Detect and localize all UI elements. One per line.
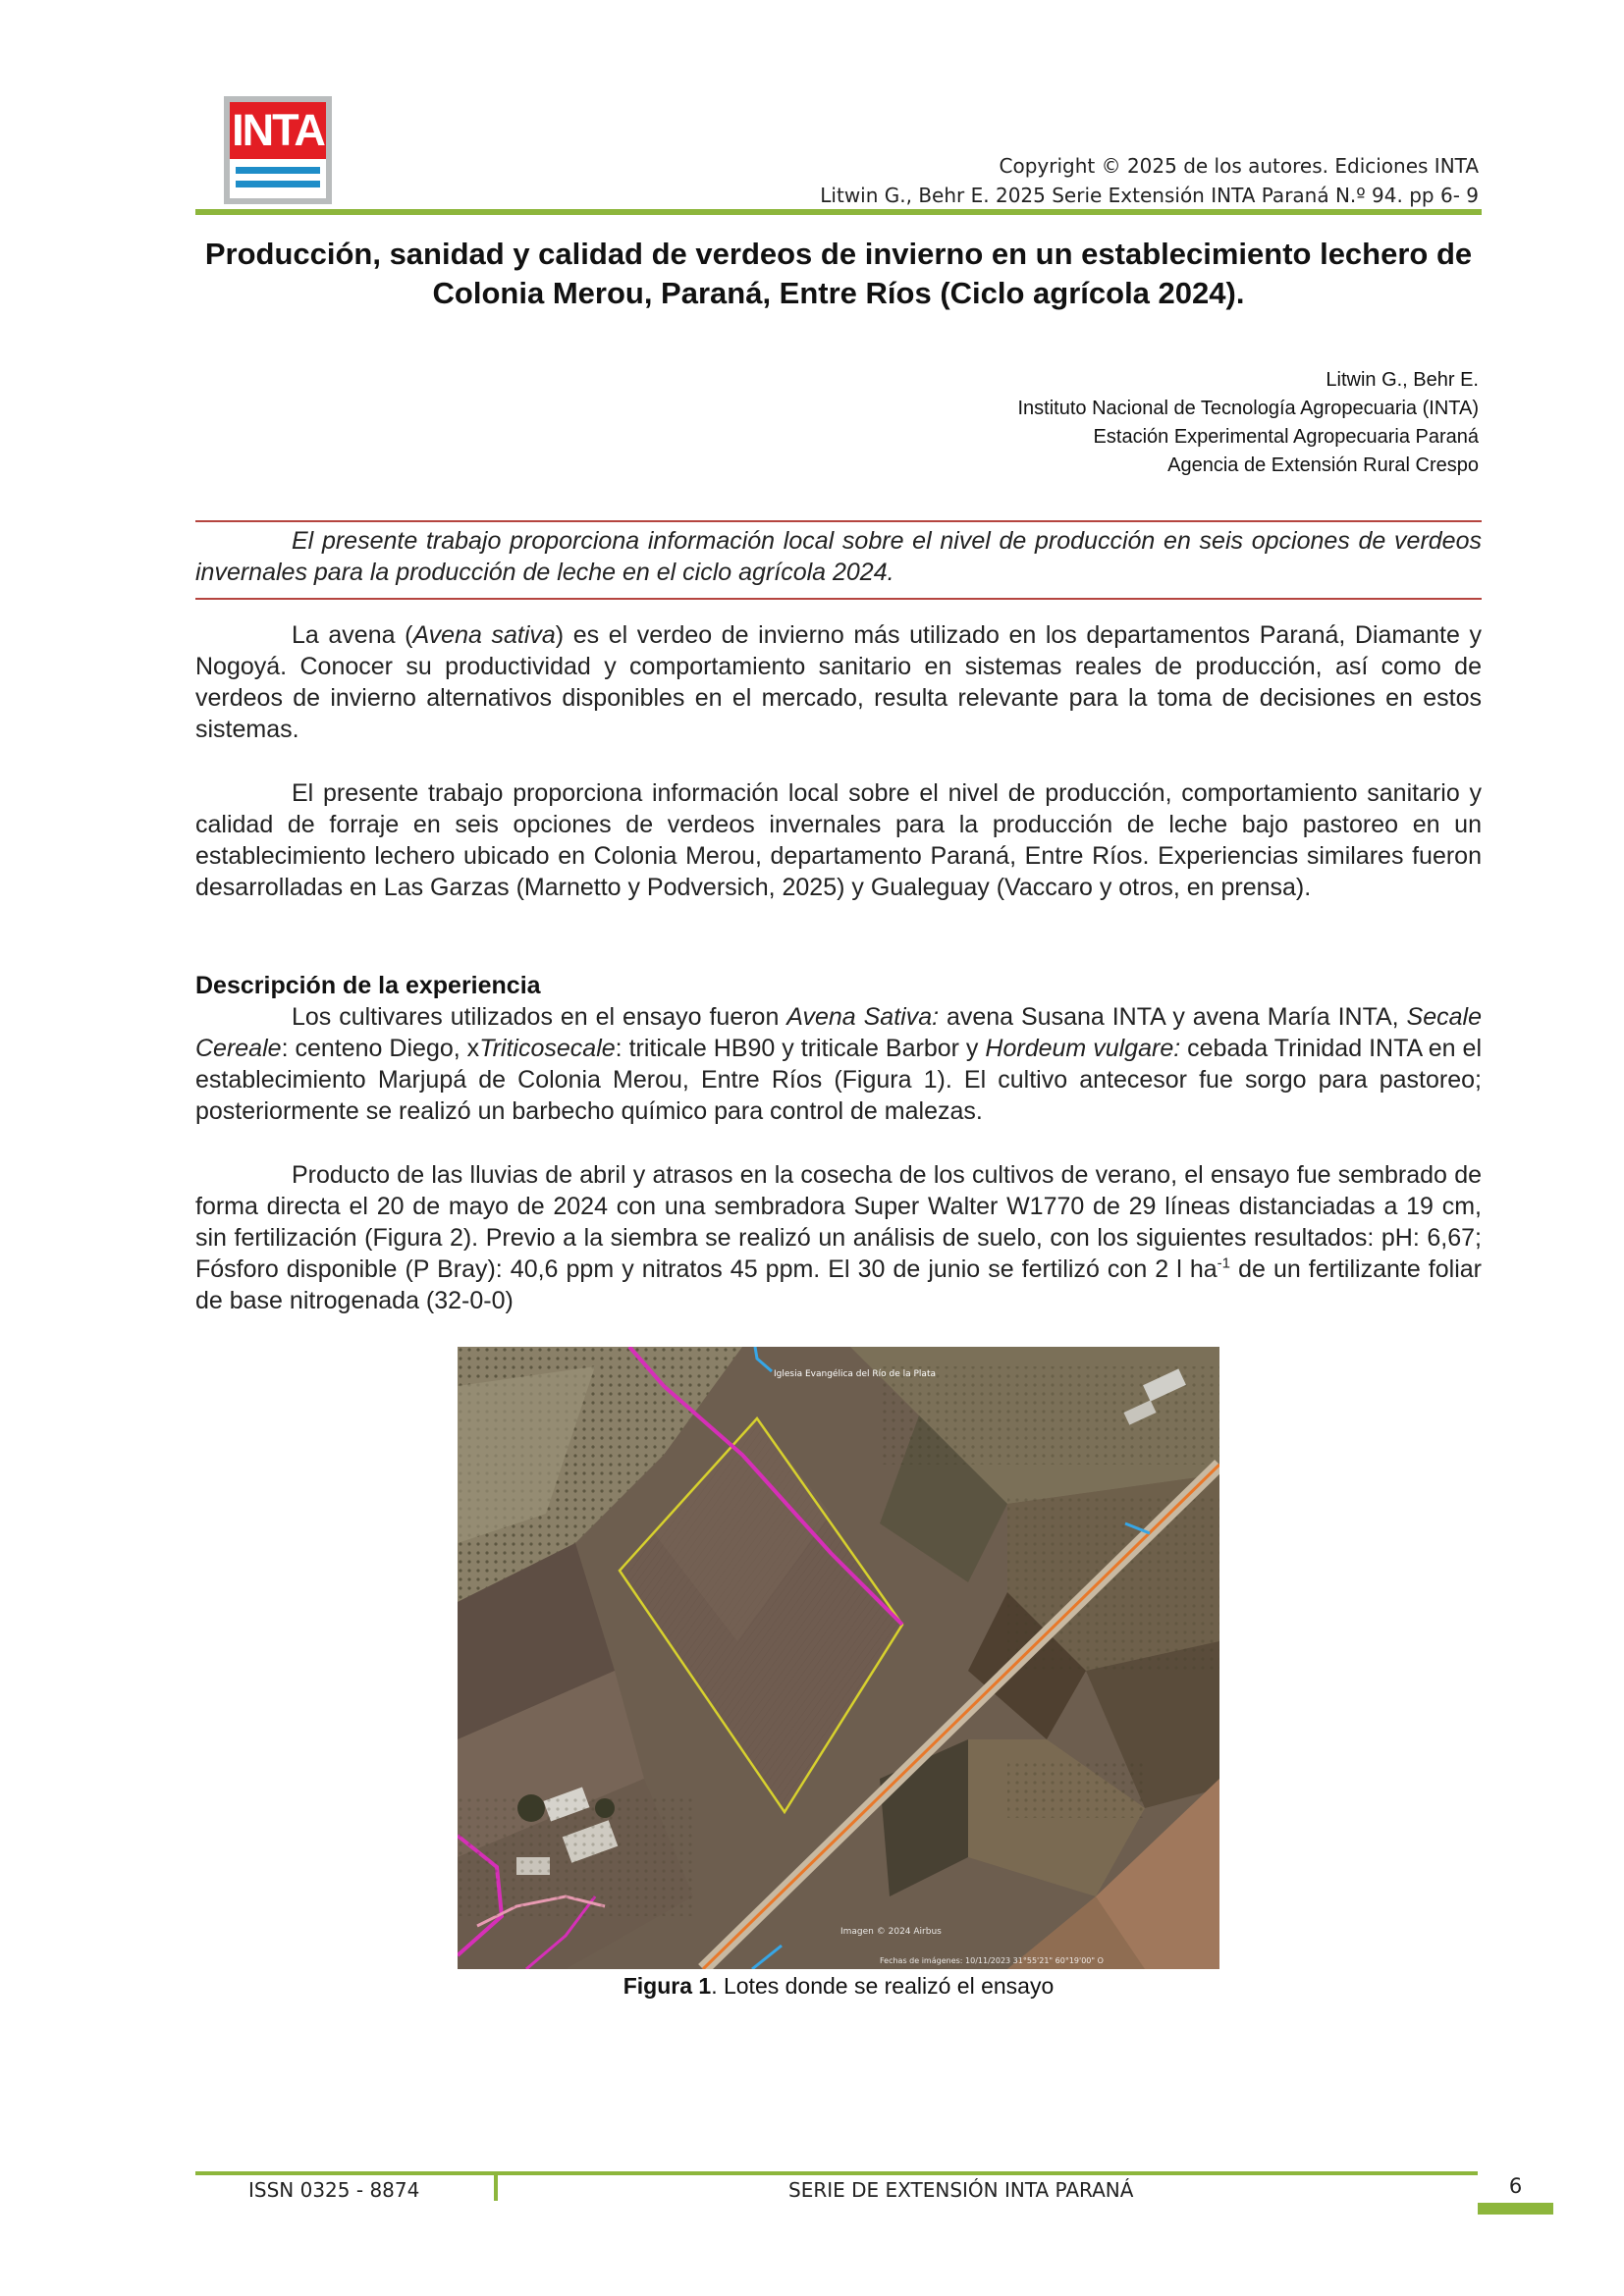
authors-block — [1017, 366, 1479, 480]
species-name: Avena sativa — [412, 621, 556, 649]
paragraph-2: El presente trabajo proporciona información local sobre el nivel de producción, comportamiento sanitario y calidad de forraje en seis opciones de verdeos invernales para la producción de leche bajo pastoreo en un establecimiento lechero ubicado en Colonia Merou, departamento Paraná, Entre Ríos. Experiencias similares fueron desarrolladas en Las Garzas (Marnetto y Podversich, 2025) y Gualeguay (Vaccaro y otros, en prensa). — [195, 779, 1482, 901]
authors-names: Litwin G., Behr E. — [1326, 369, 1479, 391]
copyright-line-2: Litwin G., Behr E. 2025 Serie Extensión INTA Paraná N.º 94. pp 6- 9 — [820, 184, 1479, 207]
footer-series: SERIE DE EXTENSIÓN INTA PARANÁ — [788, 2178, 1134, 2202]
satellite-map-figure — [458, 1347, 1219, 1969]
header-rule — [195, 209, 1482, 215]
copyright-line-1: Copyright © 2025 de los autores. Ediciones INTA — [999, 154, 1479, 178]
inta-logo — [224, 96, 332, 204]
copyright-block — [820, 151, 1479, 210]
abstract-bottom-rule — [195, 598, 1482, 600]
paragraph-1: La avena (Avena sativa) es el verdeo de invierno más utilizado en los departamentos Paraná, Diamante y Nogoyá. Conocer su productividad y comportamiento sanitario en sistemas reales de producción, así como de verdeos de invierno alternativos disponibles en el mercado, resulta relevante para la toma de decisiones en estos sistemas. — [195, 621, 1482, 743]
abstract-top-rule — [195, 520, 1482, 522]
page-number: 6 — [1478, 2171, 1553, 2215]
footer-rule — [195, 2171, 1478, 2175]
figure-caption: Figura 1. Lotes donde se realizó el ensayo — [623, 1973, 1055, 1999]
map-label-copyright: Imagen © 2024 Airbus — [840, 1927, 942, 1937]
logo-text: INTA — [232, 105, 324, 155]
affiliation-agency: Agencia de Extensión Rural Crespo — [1167, 454, 1479, 476]
article-title: Producción, sanidad y calidad de verdeos de invierno en un establecimiento lechero de Colonia Merou, Paraná, Entre Ríos (Ciclo agrícola 2024). — [204, 237, 1473, 310]
satellite-map — [458, 1347, 1219, 1969]
affiliation-station: Estación Experimental Agropecuaria Paraná — [1093, 426, 1479, 448]
abstract: El presente trabajo proporciona información local sobre el nivel de producción en seis opciones de verdeos invernales para la producción de leche en el ciclo agrícola 2024. — [195, 527, 1482, 586]
map-label-church: Iglesia Evangélica del Río de la Plata — [774, 1369, 936, 1379]
paragraph-4: Producto de las lluvias de abril y atrasos en la cosecha de los cultivos de verano, el ensayo fue sembrado de forma directa el 20 de mayo de 2024 con una sembradora Super Walter W1770 de 29 líneas distanciadas a 19 cm, sin fertilización (Figura 2). Previo a la siembra se realizó un análisis de suelo, con los siguientes resultados: pH: 6,67; Fósforo disponible (P Bray): 40,6 ppm y nitratos 45 ppm. El 30 de junio se fertilizó con 2 l $ha^{-1}$ de un fertilizante foliar de base nitrogenada (32-0-0) — [195, 1161, 1482, 1314]
affiliation-institute: Instituto Nacional de Tecnología Agropecuaria (INTA) — [1017, 398, 1479, 419]
paragraph-3: Los cultivares utilizados en el ensayo fueron Avena Sativa: avena Susana INTA y avena María INTA, Secale Cereale: centeno Diego, xTriticosecale: triticale HB90 y triticale Barbor y Hordeum vulgare: cebada Trinidad INTA en el establecimiento Marjupá de Colonia Merou, Entre Ríos (Figura 1). El cultivo antecesor fue sorgo para pastoreo; posteriormente se realizó un barbecho químico para control de malezas. — [195, 1003, 1483, 1125]
footer-divider — [494, 2173, 498, 2201]
section-title: Descripción de la experiencia — [195, 972, 541, 999]
map-label-dates: Fechas de imágenes: 10/11/2023 31°55'21" 60°19'00" O — [880, 1956, 1104, 1965]
caption-label: Figura 1 — [623, 1973, 712, 1999]
footer-issn: ISSN 0325 - 8874 — [248, 2178, 420, 2202]
